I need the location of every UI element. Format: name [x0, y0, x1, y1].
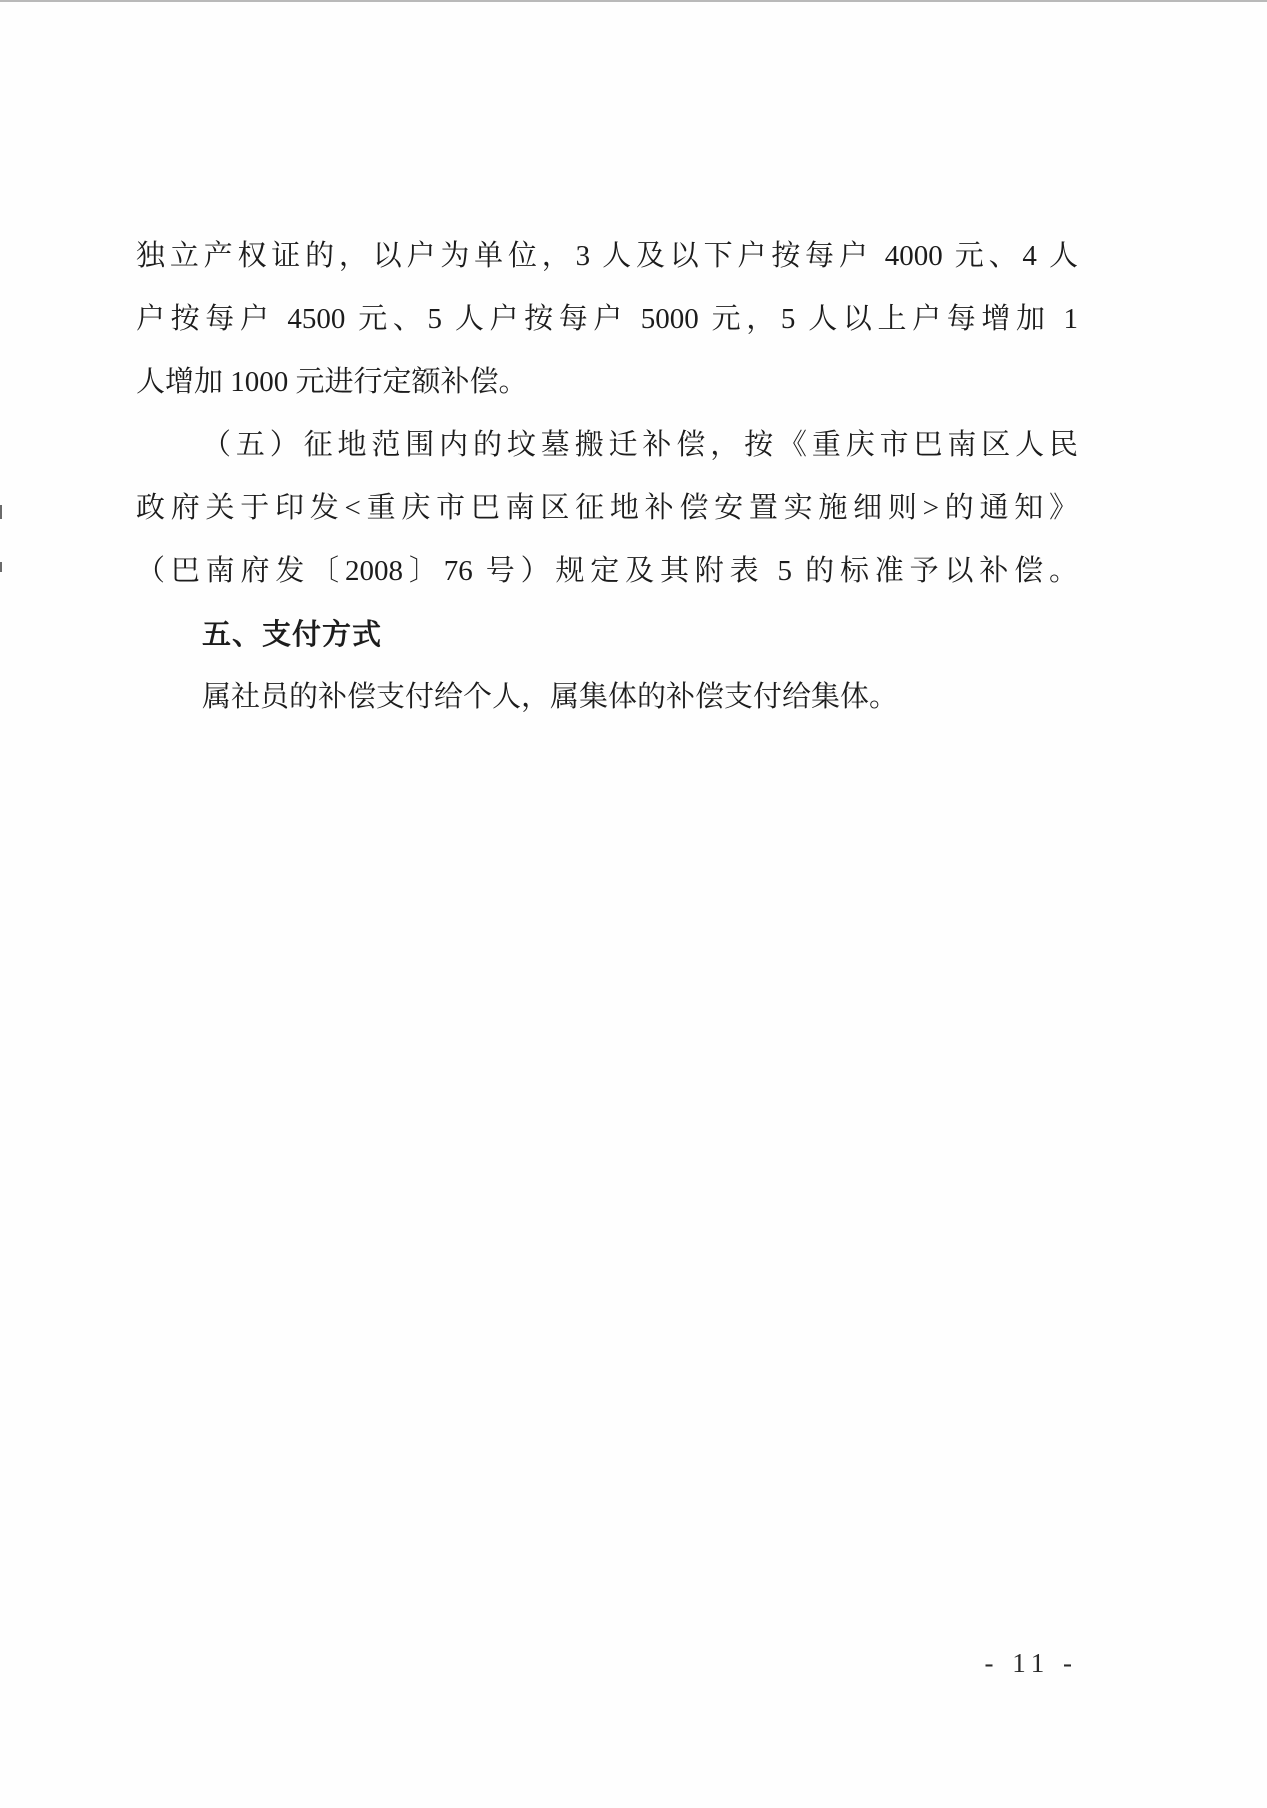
text-line: 独立产权证的，以户为单位，3 人及以下户按每户 4000 元、4 人 [136, 240, 1078, 272]
scan-margin-mark [0, 562, 2, 572]
section-heading: 五、支付方式 [202, 617, 383, 651]
text-line: 属社员的补偿支付给个人，属集体的补偿支付给集体。 [202, 681, 899, 713]
text-line: （巴南府发〔2008〕76 号）规定及其附表 5 的标准予以补偿。 [136, 555, 1078, 587]
text-line: 户按每户 4500 元、5 人户按每户 5000 元，5 人以上户每增加 1 [136, 303, 1078, 335]
scan-edge-line [0, 0, 1267, 2]
paragraph-payment-method [136, 666, 1078, 729]
body-text [136, 225, 1078, 729]
text-line: 政府关于印发<重庆市巴南区征地补偿安置实施细则>的通知》 [136, 492, 1078, 524]
scan-margin-mark [0, 505, 2, 519]
page-number: - 11 - [984, 1648, 1078, 1678]
text-line: （五）征地范围内的坟墓搬迁补偿，按《重庆市巴南区人民 [202, 429, 1078, 461]
paragraph-compensation-quota [136, 225, 1078, 414]
paragraph-grave-relocation [136, 414, 1078, 603]
text-line: 人增加 1000 元进行定额补偿。 [136, 366, 528, 398]
